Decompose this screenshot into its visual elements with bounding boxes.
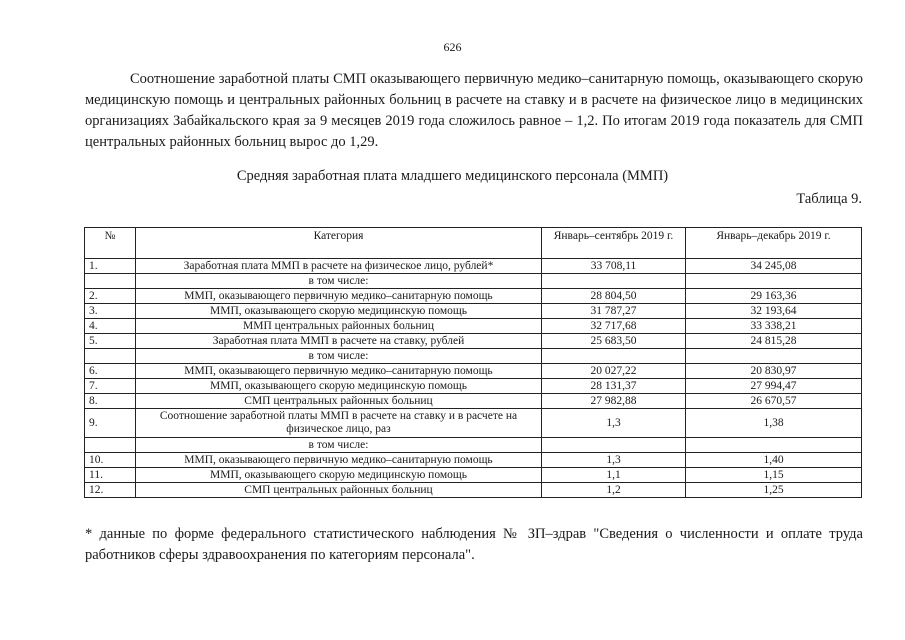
- table-row: [85, 304, 862, 319]
- row-number: 2.: [85, 289, 136, 304]
- row-value-jan-sep: 1,3: [542, 453, 686, 468]
- row-category: в том числе:: [136, 349, 542, 364]
- row-value-jan-sep: 33 708,11: [542, 259, 686, 274]
- table-row: [85, 409, 862, 438]
- row-number: [85, 438, 136, 453]
- row-value-jan-dec: 1,40: [686, 453, 862, 468]
- row-category: Соотношение заработной платы ММП в расчете на ставку и в расчете на физическое лицо, раз: [136, 409, 542, 438]
- table-row: [85, 468, 862, 483]
- footnote: * данные по форме федерального статистического наблюдения № ЗП–здрав "Сведения о численности и оплате труда работников сферы здравоохранения по категориям персонала".: [85, 526, 863, 563]
- row-category: в том числе:: [136, 438, 542, 453]
- header-category: Категория: [136, 228, 542, 259]
- row-value-jan-sep: [542, 438, 686, 453]
- row-value-jan-dec: 20 830,97: [686, 364, 862, 379]
- row-number: 8.: [85, 394, 136, 409]
- header-number: №: [85, 228, 136, 259]
- row-value-jan-sep: 27 982,88: [542, 394, 686, 409]
- header-jan-dec-2019: Январь–декабрь 2019 г.: [686, 228, 862, 259]
- row-value-jan-dec: 34 245,08: [686, 259, 862, 274]
- row-category: Заработная плата ММП в расчете на физическое лицо, рублей*: [136, 259, 542, 274]
- table-row: [85, 438, 862, 453]
- salary-table: [84, 227, 862, 498]
- row-value-jan-dec: 29 163,36: [686, 289, 862, 304]
- row-value-jan-dec: 1,15: [686, 468, 862, 483]
- table-row: [85, 319, 862, 334]
- row-number: 7.: [85, 379, 136, 394]
- row-value-jan-dec: 33 338,21: [686, 319, 862, 334]
- table-row: [85, 259, 862, 274]
- row-category: Заработная плата ММП в расчете на ставку, рублей: [136, 334, 542, 349]
- row-number: 3.: [85, 304, 136, 319]
- row-value-jan-sep: 28 804,50: [542, 289, 686, 304]
- table-number: Таблица 9.: [796, 191, 862, 207]
- row-number: 4.: [85, 319, 136, 334]
- row-number: [85, 349, 136, 364]
- row-category: СМП центральных районных больниц: [136, 394, 542, 409]
- row-category: ММП, оказывающего скорую медицинскую помощь: [136, 468, 542, 483]
- row-category: ММП, оказывающего первичную медико–санитарную помощь: [136, 289, 542, 304]
- row-value-jan-dec: 1,25: [686, 483, 862, 498]
- row-value-jan-sep: [542, 274, 686, 289]
- table-row: [85, 453, 862, 468]
- row-value-jan-sep: 32 717,68: [542, 319, 686, 334]
- row-category: ММП, оказывающего скорую медицинскую помощь: [136, 379, 542, 394]
- header-jan-sep-2019: Январь–сентябрь 2019 г.: [542, 228, 686, 259]
- row-number: 1.: [85, 259, 136, 274]
- table-row: [85, 349, 862, 364]
- row-value-jan-dec: 27 994,47: [686, 379, 862, 394]
- row-value-jan-sep: 1,2: [542, 483, 686, 498]
- row-category: ММП, оказывающего первичную медико–санитарную помощь: [136, 364, 542, 379]
- table-row: [85, 379, 862, 394]
- table-row: [85, 274, 862, 289]
- table-row: [85, 334, 862, 349]
- row-category: в том числе:: [136, 274, 542, 289]
- row-number: [85, 274, 136, 289]
- row-value-jan-dec: 32 193,64: [686, 304, 862, 319]
- row-value-jan-sep: 1,3: [542, 409, 686, 438]
- row-value-jan-dec: [686, 274, 862, 289]
- table-row: [85, 289, 862, 304]
- intro-paragraph: Соотношение заработной платы СМП оказывающего первичную медико–санитарную помощь, оказывающего скорую медицинскую помощь и центральных районных больниц в расчете на ставку и в расчете на физическое лицо в медицинских организациях Забайкальского края за 9 месяцев 2019 года сложилось равное – 1,2. По итогам 2019 года показатель для СМП центральных районных больниц вырос до 1,29.: [85, 71, 863, 150]
- row-number: 6.: [85, 364, 136, 379]
- row-value-jan-sep: 20 027,22: [542, 364, 686, 379]
- row-value-jan-dec: 26 670,57: [686, 394, 862, 409]
- row-value-jan-dec: [686, 438, 862, 453]
- row-value-jan-sep: 1,1: [542, 468, 686, 483]
- row-value-jan-sep: [542, 349, 686, 364]
- row-value-jan-dec: [686, 349, 862, 364]
- table-header-row: [85, 228, 862, 259]
- table-body: [85, 259, 862, 498]
- table-row: [85, 483, 862, 498]
- table-row: [85, 364, 862, 379]
- table-caption: Средняя заработная плата младшего медицинского персонала (ММП): [236, 168, 669, 184]
- row-value-jan-sep: 25 683,50: [542, 334, 686, 349]
- row-value-jan-sep: 31 787,27: [542, 304, 686, 319]
- row-number: 11.: [85, 468, 136, 483]
- row-number: 12.: [85, 483, 136, 498]
- row-number: 10.: [85, 453, 136, 468]
- row-value-jan-sep: 28 131,37: [542, 379, 686, 394]
- row-number: 9.: [85, 409, 136, 438]
- row-category: ММП центральных районных больниц: [136, 319, 542, 334]
- row-value-jan-dec: 24 815,28: [686, 334, 862, 349]
- row-category: СМП центральных районных больниц: [136, 483, 542, 498]
- row-category: ММП, оказывающего скорую медицинскую помощь: [136, 304, 542, 319]
- page-number: 626: [443, 40, 462, 54]
- row-number: 5.: [85, 334, 136, 349]
- table-row: [85, 394, 862, 409]
- row-value-jan-dec: 1,38: [686, 409, 862, 438]
- row-category: ММП, оказывающего первичную медико–санитарную помощь: [136, 453, 542, 468]
